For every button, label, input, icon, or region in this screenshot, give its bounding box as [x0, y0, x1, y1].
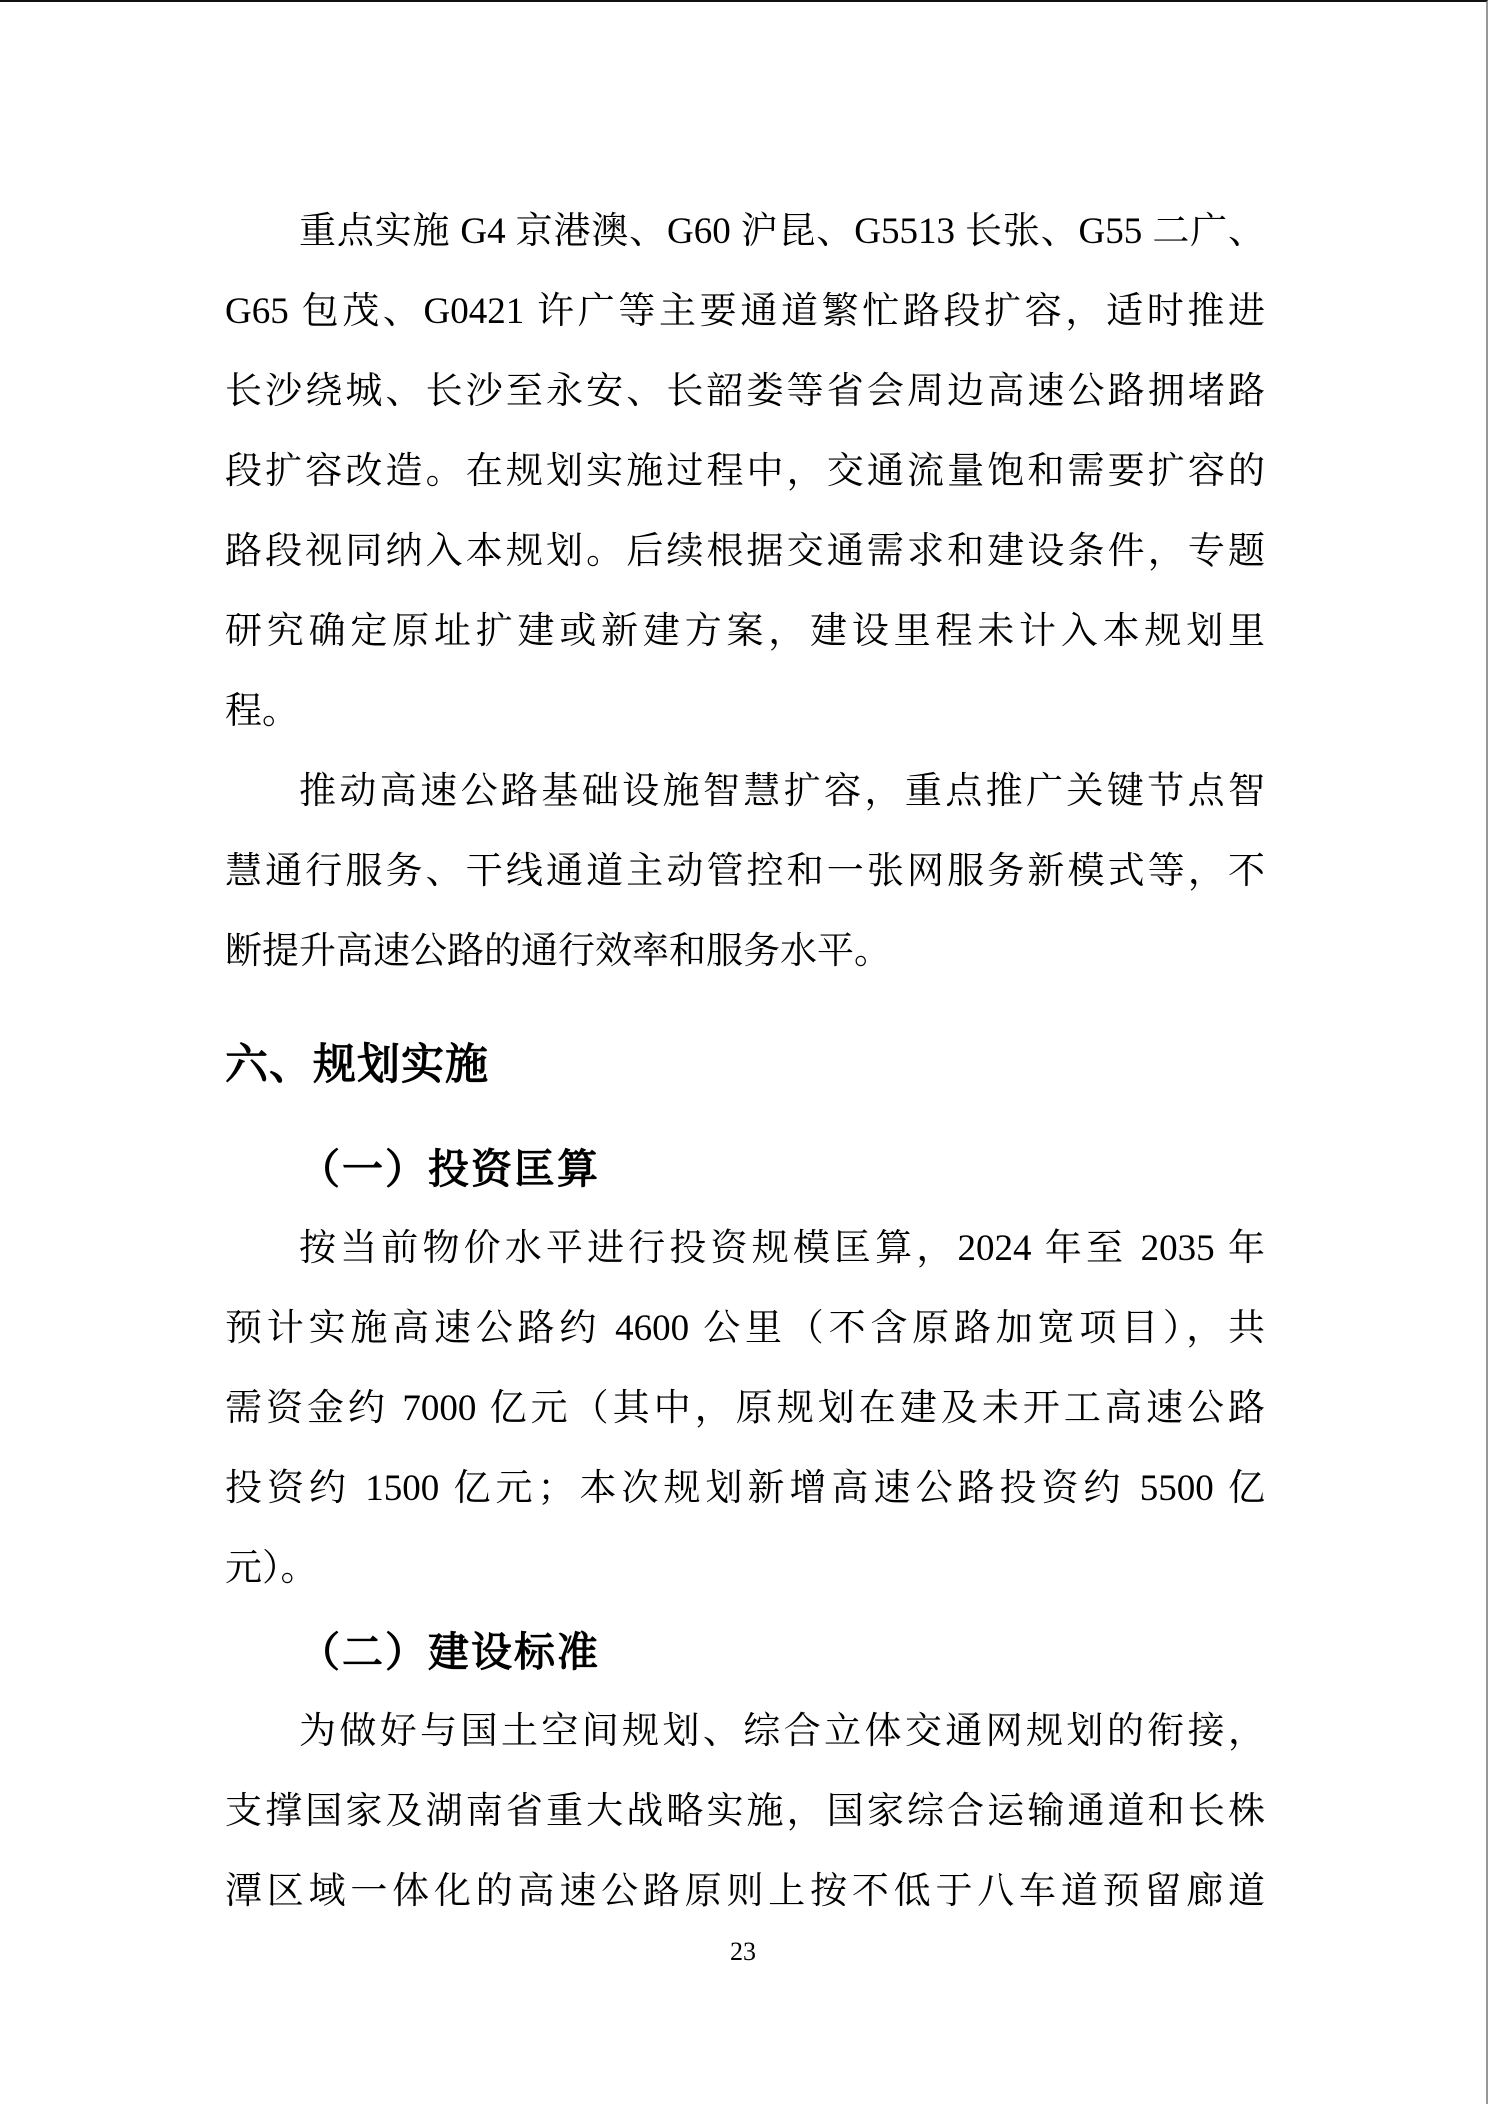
sub-heading-investment-estimate: （一）投资匡算	[299, 1146, 600, 1192]
text-line: 潭区域一体化的高速公路原则上按不低于八车道预留廊道	[225, 1871, 1265, 1912]
text-line: 按当前物价水平进行投资规模匡算，2024 年至 2035 年	[299, 1228, 1265, 1269]
text-line: 为做好与国土空间规划、综合立体交通网规划的衔接，	[299, 1711, 1265, 1752]
paragraph-construction-standards	[225, 1692, 1265, 1932]
text-line: 程。	[225, 691, 299, 732]
text-line: 支撑国家及湖南省重大战略实施，国家综合运输通道和长株	[225, 1791, 1265, 1832]
paragraph-investment-figures	[225, 1209, 1265, 1609]
text-line: 预计实施高速公路约 4600 公里（不含原路加宽项目），共	[225, 1308, 1265, 1349]
text-line: 慧通行服务、干线通道主动管控和一张网服务新模式等，不	[225, 851, 1265, 892]
paragraph-smart-expansion	[225, 752, 1265, 992]
text-line: 研究确定原址扩建或新建方案，建设里程未计入本规划里	[225, 611, 1265, 652]
text-line: 重点实施 G4 京港澳、G60 沪昆、G5513 长张、G55 二广、	[299, 211, 1265, 252]
text-line: 段扩容改造。在规划实施过程中，交通流量饱和需要扩容的	[225, 451, 1265, 492]
text-line: 路段视同纳入本规划。后续根据交通需求和建设条件，专题	[225, 531, 1265, 572]
text-line: 长沙绕城、长沙至永安、长韶娄等省会周边高速公路拥堵路	[225, 371, 1265, 412]
section-heading-plan-implementation: 六、规划实施	[225, 1041, 489, 1089]
text-line: 投资约 1500 亿元；本次规划新增高速公路投资约 5500 亿	[225, 1468, 1265, 1509]
text-line: 需资金约 7000 亿元（其中，原规划在建及未开工高速公路	[225, 1388, 1265, 1429]
text-line: 推动高速公路基础设施智慧扩容，重点推广关键节点智	[299, 771, 1265, 812]
text-line: G65 包茂、G0421 许广等主要通道繁忙路段扩容，适时推进	[225, 291, 1265, 332]
page-number: 23	[730, 1937, 756, 1966]
text-line: 断提升高速公路的通行效率和服务水平。	[225, 931, 891, 972]
sub-heading-construction-standards: （二）建设标准	[299, 1629, 600, 1675]
text-line: 元）。	[225, 1548, 318, 1589]
paragraph-expansion-projects	[225, 192, 1265, 752]
